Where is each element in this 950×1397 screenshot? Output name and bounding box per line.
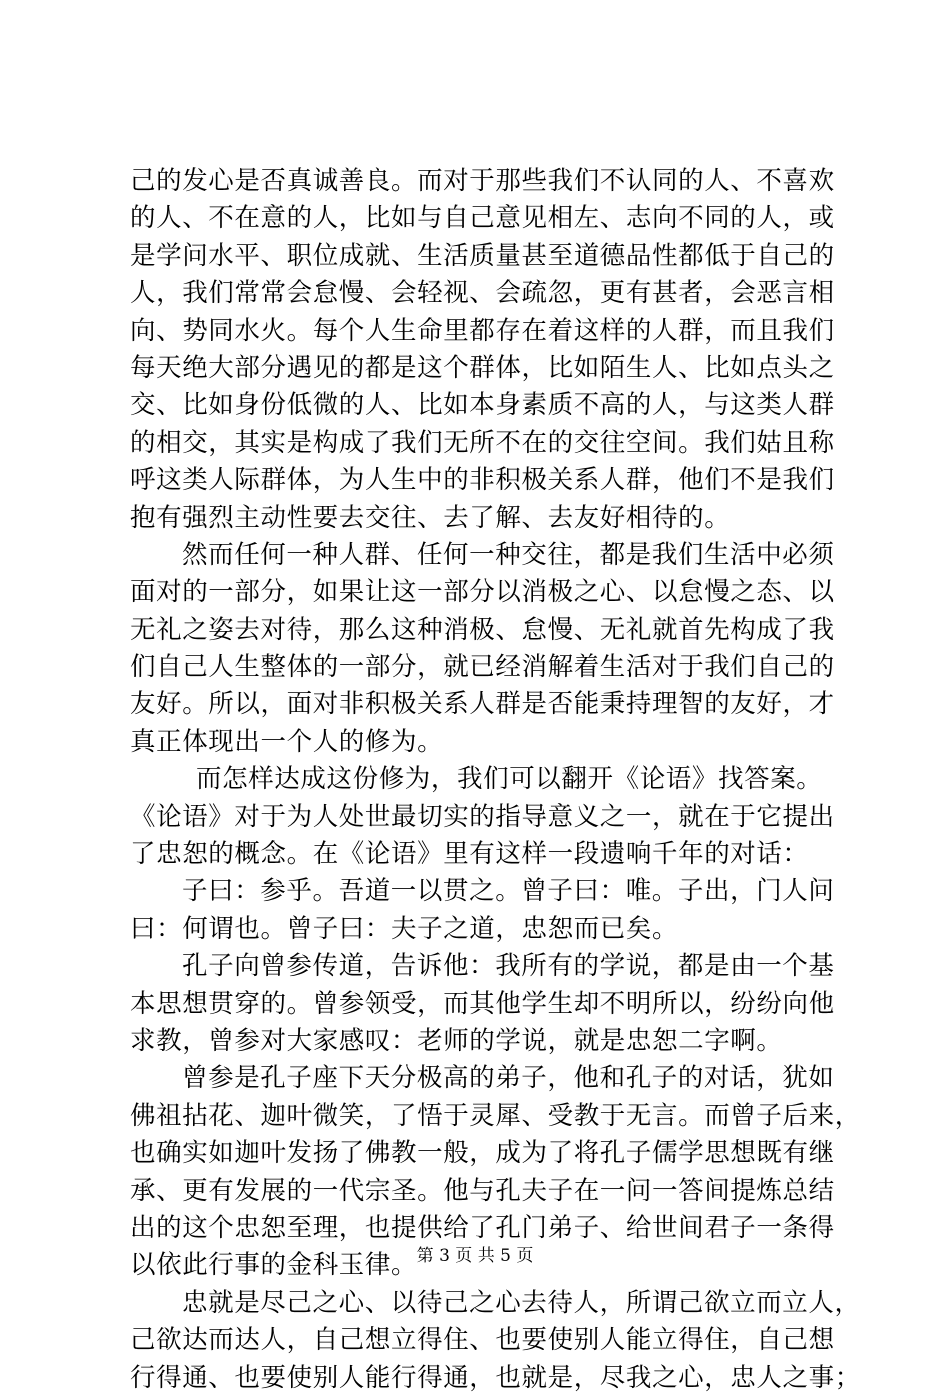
- text-line: 的人、不在意的人，比如与自己意见相左、志向不同的人，或: [130, 203, 835, 234]
- body-text: [130, 163, 861, 1397]
- text-line: 的相交，其实是构成了我们无所不在的交往空间。我们姑且称: [130, 427, 835, 458]
- text-line: 行得通、也要使别人能行得通，也就是，尽我之心，忠人之事；: [130, 1362, 861, 1393]
- text-line: 呼这类人际群体，为人生中的非积极关系人群，他们不是我们: [130, 465, 835, 496]
- page-number-label: 第 3 页 共 5 页: [416, 1246, 534, 1266]
- text-line: 然而任何一种人群、任何一种交往，都是我们生活中必须: [182, 539, 835, 570]
- text-line: 了忠恕的概念。在《论语》里有这样一段遗响千年的对话：: [130, 839, 809, 870]
- text-line: 交、比如身份低微的人、比如本身素质不高的人，与这类人群: [130, 390, 835, 421]
- text-line: 向、势同水火。每个人生命里都存在着这样的人群，而且我们: [130, 315, 835, 346]
- page-footer: [0, 1245, 950, 1267]
- text-line: 孔子向曾参传道，告诉他：我所有的学说，都是由一个基: [182, 951, 835, 982]
- text-line: 承、更有发展的一代宗圣。他与孔夫子在一问一答间提炼总结: [130, 1175, 835, 1206]
- text-line: 也确实如迦叶发扬了佛教一般，成为了将孔子儒学思想既有继: [130, 1138, 835, 1169]
- text-line: 子曰：参乎。吾道一以贯之。曾子曰：唯。子出，门人问: [182, 876, 835, 907]
- text-line: 人，我们常常会怠慢、会轻视、会疏忽，更有甚者，会恶言相: [130, 278, 835, 309]
- text-line: 每天绝大部分遇见的都是这个群体，比如陌生人、比如点头之: [130, 352, 835, 383]
- text-line: 本思想贯穿的。曾参领受，而其他学生却不明所以，纷纷向他: [130, 988, 835, 1019]
- text-line: 求教，曾参对大家感叹：老师的学说，就是忠恕二字啊。: [130, 1025, 783, 1056]
- text-line: 以依此行事的金科玉律。: [130, 1250, 418, 1281]
- text-line: 《论语》对于为人处世最切实的指导意义之一，就在于它提出: [130, 801, 835, 832]
- text-line: 们自己人生整体的一部分，就已经消解着生活对于我们自己的: [130, 652, 835, 683]
- text-line: 曰：何谓也。曾子曰：夫子之道，忠恕而已矣。: [130, 913, 679, 944]
- text-line: 曾参是孔子座下天分极高的弟子，他和孔子的对话，犹如: [182, 1063, 835, 1094]
- text-line: 佛祖拈花、迦叶微笑，了悟于灵犀、受教于无言。而曾子后来，: [130, 1100, 861, 1131]
- text-line: 友好。所以，面对非积极关系人群是否能秉持理智的友好，才: [130, 689, 835, 720]
- text-line: 无礼之姿去对待，那么这种消极、怠慢、无礼就首先构成了我: [130, 614, 835, 645]
- text-line: 己欲达而达人，自己想立得住、也要使别人能立得住，自己想: [130, 1325, 835, 1356]
- text-line: 忠就是尽己之心、以待己之心去待人，所谓己欲立而立人，: [182, 1287, 861, 1318]
- text-line: 抱有强烈主动性要去交往、去了解、去友好相待的。: [130, 502, 731, 533]
- text-line: 面对的一部分，如果让这一部分以消极之心、以怠慢之态、以: [130, 577, 835, 608]
- text-line: 而怎样达成这份修为，我们可以翻开《论语》找答案。: [196, 764, 823, 795]
- text-line: 己的发心是否真诚善良。而对于那些我们不认同的人、不喜欢: [130, 166, 835, 196]
- text-line: 真正体现出一个人的修为。: [130, 726, 444, 757]
- text-line: 是学问水平、职位成就、生活质量甚至道德品性都低于自己的: [130, 240, 835, 271]
- text-line: 出的这个忠恕至理，也提供给了孔门弟子、给世间君子一条得: [130, 1212, 835, 1243]
